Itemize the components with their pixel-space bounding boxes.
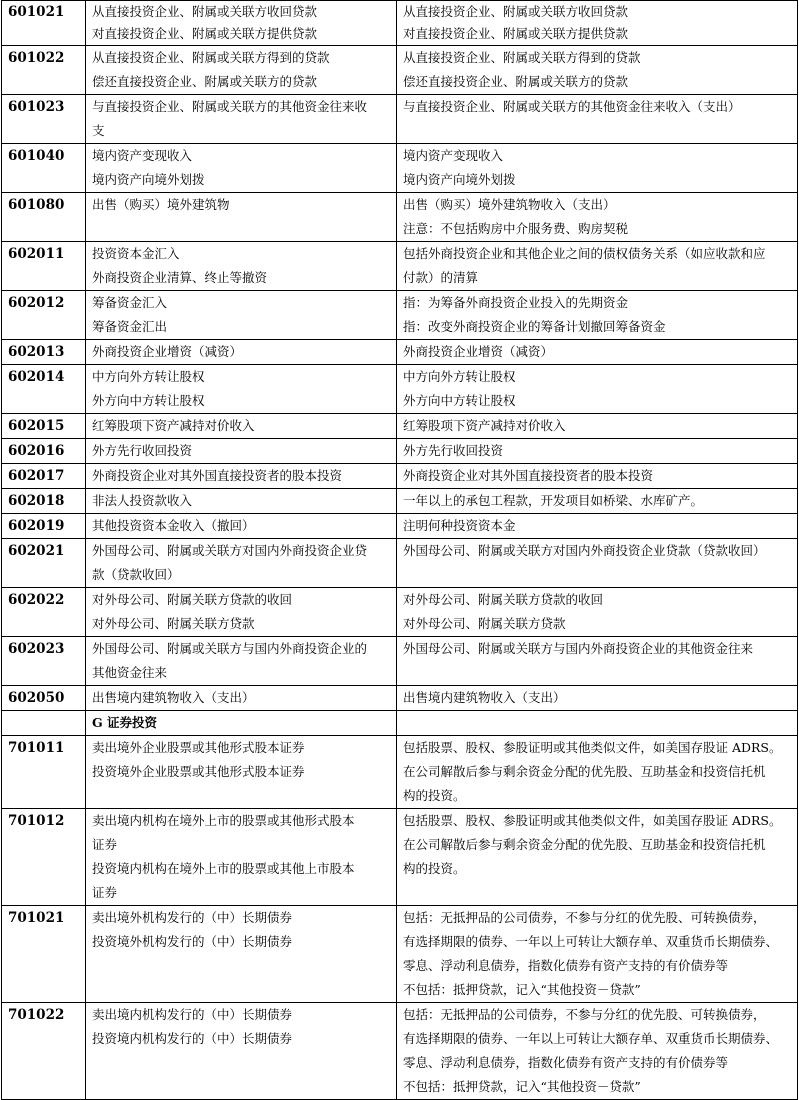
description-cell xyxy=(86,144,397,193)
table-row xyxy=(2,906,798,1003)
description-cell xyxy=(86,686,397,711)
description-line: 款（贷款收回） xyxy=(92,567,180,582)
note-line: 零息、浮动利息债券，指数化债券有资产支持的有价债券等 xyxy=(403,1055,729,1070)
note-line: 从直接投资企业、附属或关联方收回贷款 xyxy=(403,4,629,19)
note-cell xyxy=(397,1003,798,1100)
note-line: 外方先行收回投资 xyxy=(403,443,504,458)
note-line: 零息、浮动利息债券，指数化债券有资产支持的有价债券等 xyxy=(403,958,729,973)
note-line: 构的投资。 xyxy=(403,788,466,803)
note-cell xyxy=(397,489,798,514)
note-cell xyxy=(397,242,798,291)
table-row xyxy=(2,464,798,489)
description-cell xyxy=(86,464,397,489)
table-row xyxy=(2,514,798,539)
description-line: 与直接投资企业、附属或关联方的其他资金往来收 xyxy=(92,99,368,114)
description-line: 投资资本金汇入 xyxy=(92,246,180,261)
code-cell: 602021 xyxy=(2,539,86,588)
note-line: 对直接投资企业、附属或关联方提供贷款 xyxy=(403,26,629,41)
note-line: 在公司解散后参与剩余资金分配的优先股、互助基金和投资信托机 xyxy=(403,837,766,852)
description-cell xyxy=(86,1003,397,1100)
code-cell: 602022 xyxy=(2,588,86,637)
code-cell: 601080 xyxy=(2,193,86,242)
note-cell xyxy=(397,906,798,1003)
description-cell xyxy=(86,1,397,46)
description-line: 筹备资金汇入 xyxy=(92,295,168,310)
note-cell xyxy=(397,736,798,809)
code-cell: 701021 xyxy=(2,906,86,1003)
description-line: 境内资产向境外划拨 xyxy=(92,172,205,187)
table-row xyxy=(2,686,798,711)
description-line: 外国母公司、附属或关联方对国内外商投资企业贷 xyxy=(92,543,368,558)
description-line: 对外母公司、附属关联方贷款的收回 xyxy=(92,592,293,607)
note-cell xyxy=(397,686,798,711)
note-cell xyxy=(397,414,798,439)
note-line: 有选择期限的债券、一年以上可转让大额存单、双重货币长期债券、 xyxy=(403,1031,779,1046)
description-cell xyxy=(86,588,397,637)
table-row xyxy=(2,291,798,340)
description-line: 从直接投资企业、附属或关联方收回贷款 xyxy=(92,4,318,19)
note-line: 包括：无抵押品的公司债券，不参与分红的优先股、可转换债券， xyxy=(403,910,766,925)
note-line: 注意：不包括购房中介服务费、购房契税 xyxy=(403,221,629,236)
note-line: 外方向中方转让股权 xyxy=(403,393,516,408)
description-cell xyxy=(86,365,397,414)
description-line: 对外母公司、附属关联方贷款 xyxy=(92,616,255,631)
code-table xyxy=(1,0,798,1100)
code-cell: 601040 xyxy=(2,144,86,193)
table-row xyxy=(2,439,798,464)
note-cell xyxy=(397,95,798,144)
note-line: 不包括：抵押贷款，记入“其他投资－贷款” xyxy=(403,982,641,997)
code-cell: 601023 xyxy=(2,95,86,144)
note-line: 包括股票、股权、参股证明或其他类似文件，如美国存股证 ADRS。 xyxy=(403,813,782,828)
note-line: 外国母公司、附属或关联方与国内外商投资企业的其他资金往来 xyxy=(403,641,754,656)
description-cell xyxy=(86,809,397,906)
note-cell xyxy=(397,340,798,365)
description-cell xyxy=(86,439,397,464)
description-line: 卖出境内机构在境外上市的股票或其他形式股本 xyxy=(92,813,355,828)
description-line: 支 xyxy=(92,123,105,138)
note-line: 付款）的清算 xyxy=(403,270,479,285)
description-cell xyxy=(86,539,397,588)
table-row xyxy=(2,539,798,588)
note-line: 包括：无抵押品的公司债券，不参与分红的优先股、可转换债券， xyxy=(403,1007,766,1022)
description-line: 证券 xyxy=(92,837,118,852)
table-row xyxy=(2,711,798,736)
description-line: 投资境内机构发行的（中）长期债券 xyxy=(92,1031,293,1046)
note-line: 红筹股项下资产减持对价收入 xyxy=(403,418,566,433)
note-line: 对外母公司、附属关联方贷款的收回 xyxy=(403,592,604,607)
table-row xyxy=(2,1003,798,1100)
description-line: 对直接投资企业、附属或关联方提供贷款 xyxy=(92,26,318,41)
note-line: 指：改变外商投资企业的筹备计划撤回筹备资金 xyxy=(403,319,666,334)
description-line: 卖出境内机构发行的（中）长期债券 xyxy=(92,1007,293,1022)
note-line: 指：为筹备外商投资企业投入的先期资金 xyxy=(403,295,629,310)
note-line: 境内资产向境外划拨 xyxy=(403,172,516,187)
description-line: 外国母公司、附属或关联方与国内外商投资企业的 xyxy=(92,641,368,656)
note-line: 外国母公司、附属或关联方对国内外商投资企业贷款（贷款收回） xyxy=(403,543,766,558)
description-cell xyxy=(86,736,397,809)
code-cell: 701011 xyxy=(2,736,86,809)
note-cell xyxy=(397,637,798,686)
description-line: 红筹股项下资产减持对价收入 xyxy=(92,418,255,433)
description-cell xyxy=(86,340,397,365)
table-row xyxy=(2,637,798,686)
note-line: 不包括：抵押贷款，记入“其他投资－贷款” xyxy=(403,1079,641,1094)
description-cell xyxy=(86,637,397,686)
code-cell: 701012 xyxy=(2,809,86,906)
description-line: 证券 xyxy=(92,885,118,900)
description-line: 中方向外方转让股权 xyxy=(92,369,205,384)
section-heading: G 证券投资 xyxy=(92,715,158,730)
description-line: 出售境内建筑物收入（支出） xyxy=(92,690,255,705)
description-cell xyxy=(86,95,397,144)
note-line: 在公司解散后参与剩余资金分配的优先股、互助基金和投资信托机 xyxy=(403,764,766,779)
note-cell xyxy=(397,514,798,539)
note-cell xyxy=(397,291,798,340)
note-line: 出售（购买）境外建筑物收入（支出） xyxy=(403,197,616,212)
description-cell xyxy=(86,242,397,291)
description-line: 外方先行收回投资 xyxy=(92,443,193,458)
note-line: 与直接投资企业、附属或关联方的其他资金往来收入（支出） xyxy=(403,99,741,114)
description-cell xyxy=(86,489,397,514)
note-line: 境内资产变现收入 xyxy=(403,148,504,163)
table-row xyxy=(2,736,798,809)
table-row xyxy=(2,489,798,514)
note-line: 中方向外方转让股权 xyxy=(403,369,516,384)
code-cell xyxy=(2,711,86,736)
description-line: 卖出境外机构发行的（中）长期债券 xyxy=(92,910,293,925)
note-line: 从直接投资企业、附属或关联方得到的贷款 xyxy=(403,50,641,65)
description-line: 出售（购买）境外建筑物 xyxy=(92,197,230,212)
note-line: 出售境内建筑物收入（支出） xyxy=(403,690,566,705)
note-cell xyxy=(397,439,798,464)
note-cell xyxy=(397,711,798,736)
description-line: 外商投资企业增资（减资） xyxy=(92,344,243,359)
table-row xyxy=(2,95,798,144)
description-line: 投资境外企业股票或其他形式股本证券 xyxy=(92,764,305,779)
table-row xyxy=(2,144,798,193)
note-cell xyxy=(397,365,798,414)
description-line: 卖出境外企业股票或其他形式股本证券 xyxy=(92,740,305,755)
code-cell: 602050 xyxy=(2,686,86,711)
description-line: 投资境内机构在境外上市的股票或其他上市股本 xyxy=(92,861,355,876)
description-line: 外商投资企业对其外国直接投资者的股本投资 xyxy=(92,468,343,483)
code-cell: 701022 xyxy=(2,1003,86,1100)
description-line: 其他投资资本金收入（撤回） xyxy=(92,518,255,533)
description-cell xyxy=(86,46,397,95)
code-cell: 602023 xyxy=(2,637,86,686)
code-cell: 602017 xyxy=(2,464,86,489)
code-cell: 602019 xyxy=(2,514,86,539)
note-cell xyxy=(397,46,798,95)
table-row xyxy=(2,588,798,637)
note-cell xyxy=(397,193,798,242)
note-line: 构的投资。 xyxy=(403,861,466,876)
note-line: 外商投资企业增资（减资） xyxy=(403,344,554,359)
description-line: 境内资产变现收入 xyxy=(92,148,193,163)
note-cell xyxy=(397,809,798,906)
code-cell: 601021 xyxy=(2,1,86,46)
note-line: 包括外商投资企业和其他企业之间的债权债务关系（如应收款和应 xyxy=(403,246,766,261)
note-cell xyxy=(397,1,798,46)
table-row xyxy=(2,340,798,365)
description-line: 从直接投资企业、附属或关联方得到的贷款 xyxy=(92,50,330,65)
table-row xyxy=(2,414,798,439)
code-cell: 602011 xyxy=(2,242,86,291)
description-cell xyxy=(86,711,397,736)
description-cell xyxy=(86,514,397,539)
note-line: 外商投资企业对其外国直接投资者的股本投资 xyxy=(403,468,654,483)
note-line: 一年以上的承包工程款，开发项目如桥梁、水库矿产。 xyxy=(403,493,704,508)
description-line: 外商投资企业清算、终止等撤资 xyxy=(92,270,268,285)
description-line: 外方向中方转让股权 xyxy=(92,393,205,408)
table-row xyxy=(2,365,798,414)
code-cell: 602014 xyxy=(2,365,86,414)
table-row xyxy=(2,193,798,242)
note-line: 有选择期限的债券、一年以上可转让大额存单、双重货币长期债券、 xyxy=(403,934,779,949)
note-line: 对外母公司、附属关联方贷款 xyxy=(403,616,566,631)
table-row xyxy=(2,809,798,906)
description-cell xyxy=(86,414,397,439)
table-row xyxy=(2,1,798,46)
code-cell: 602016 xyxy=(2,439,86,464)
description-line: 其他资金往来 xyxy=(92,665,168,680)
note-line: 包括股票、股权、参股证明或其他类似文件，如美国存股证 ADRS。 xyxy=(403,740,782,755)
description-line: 偿还直接投资企业、附属或关联方的贷款 xyxy=(92,74,318,89)
code-cell: 602018 xyxy=(2,489,86,514)
description-cell xyxy=(86,291,397,340)
table-row xyxy=(2,242,798,291)
description-cell xyxy=(86,906,397,1003)
description-line: 投资境外机构发行的（中）长期债券 xyxy=(92,934,293,949)
code-cell: 602015 xyxy=(2,414,86,439)
note-cell xyxy=(397,144,798,193)
code-cell: 602013 xyxy=(2,340,86,365)
description-line: 非法人投资款收入 xyxy=(92,493,193,508)
description-cell xyxy=(86,193,397,242)
note-cell xyxy=(397,464,798,489)
code-cell: 602012 xyxy=(2,291,86,340)
note-line: 注明何种投资资本金 xyxy=(403,518,516,533)
code-cell: 601022 xyxy=(2,46,86,95)
note-line: 偿还直接投资企业、附属或关联方的贷款 xyxy=(403,74,629,89)
description-line: 筹备资金汇出 xyxy=(92,319,168,334)
table-body xyxy=(2,1,798,1100)
table-row xyxy=(2,46,798,95)
note-cell xyxy=(397,539,798,588)
note-cell xyxy=(397,588,798,637)
